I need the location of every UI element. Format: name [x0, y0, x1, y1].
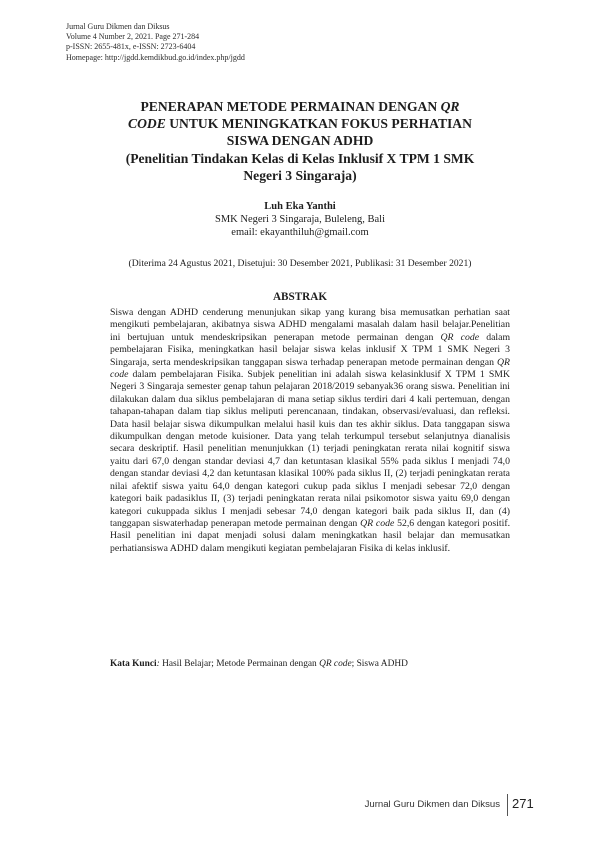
- author-name: Luh Eka Yanthi: [264, 201, 336, 212]
- keywords-text: Hasil Belajar; Metode Permainan dengan: [162, 659, 317, 669]
- journal-homepage[interactable]: Homepage: http://jgdd.kemdikbud.go.id/index.php/jgdd: [66, 52, 245, 62]
- abstract-heading: ABSTRAK: [272, 291, 328, 303]
- abstract-text: dalam pembelajaran Fisika. Subjek penelitian ini adalah siswa kelasinklusif X TPM 1 SMK Negeri 3 Singaraja semester genap tahun pelajaran 2018/2019 sebanyak36 orang siswa. Penelitian ini dilakukan dalam dua siklus pembelajaran di mana setiap siklus terdiri dari 4 kali pertemuan, dengan tahapan-tahapan dalam tiap siklus meliputi perencanaan, tindakan, observasi/evaluasi, dan refleksi. Data hasil belajar siswa dikumpulkan melalui hasil kuis dan tes akhir siklus. Data tanggapan siswa dikumpulkan dengan metode kuisioner. Data yang telah terkumpul tersebut selanjutnya dianalisis secara deskriptif. Hasil penelitian menunjukkan (1) terjadi peningkatan rerata nilai kognitif siswa yaitu dari 67,0 dengan standar deviasi 4,7 dan ketuntasan klasikal 55% pada siklus I menjadi 74,0 dengan standar deviasi 4,2 dan ketuntasan klasikal 100% pada siklus II, (2) terjadi peningkatan rerata nilai afektif siswa yaitu 64,0 dengan kategori cukup pada siklus I menjadi sebesar 72,0 dengan kategori baik padasiklus II, (3) terjadi peningkatan rerata nilai psikomotor siswa yaitu 69,0 dengan kategori cukuppada siklus I menjadi sebesar 74,0 dengan kategori baik pada siklus II, dan (4) tanggapan siswaterhadap penerapan metode permainan dengan: [110, 369, 510, 529]
- author-affiliation: SMK Negeri 3 Singaraja, Buleleng, Bali: [214, 214, 385, 226]
- abstract-text: 52,6 dengan kategori positif. Hasil penelitian ini dapat menjadi solusi dalam meningkatkan hasil belajar dan memusatkan perhatiansiswa ADHD dalam mengikuti kegiatan pembelajaran Fisika di kelas inklusif.: [110, 517, 511, 554]
- author-info: [100, 200, 500, 240]
- footer-divider: [507, 794, 508, 816]
- abstract-italic: QR code: [110, 356, 510, 381]
- page-number: 271: [512, 796, 534, 811]
- keywords-text: ; Siswa ADHD: [351, 659, 408, 669]
- publication-dates: (Diterima 24 Agustus 2021, Disetujui: 30 Desember 2021, Publikasi: 31 Desember 2021): [128, 258, 472, 269]
- abstract-text: Siswa dengan ADHD cenderung menunjukan sikap yang kurang bisa memusatkan perhatian saat mengikuti pembelajaran, akibatnya siswa ADHD mengalami masalah dalam hasil belajar.Penelitian ini bertujuan untuk mendeskripsikan penerapan metode permainan dengan: [110, 307, 510, 343]
- journal-header: [66, 22, 366, 63]
- keywords-italic: QR code: [319, 659, 352, 669]
- journal-name: Jurnal Guru Dikmen dan Diksus: [66, 22, 170, 31]
- abstract-italic: QR code: [360, 517, 395, 529]
- keywords-label: Kata Kunci: [110, 659, 157, 669]
- title-italic: QR: [440, 99, 460, 114]
- subtitle-line-1: (Penelitian Tindakan Kelas di Kelas Inklusif X TPM 1 SMK: [125, 150, 475, 166]
- abstract-text: dalam pembelajaran Fisika, meningkatkan hasil belajar siswa kelas inklusif X TPM 1 SMK Negeri 3 Singaraja, serta mendeskripsikan tanggapan siswa terhadap penerapan metode permainan dengan: [110, 331, 511, 368]
- abstract-italic: QR code: [440, 331, 480, 343]
- title-text: UNTUK MENINGKATKAN FOKUS PERHATIAN: [169, 116, 472, 132]
- paper-title: [100, 98, 500, 184]
- journal-volume: Volume 4 Number 2, 2021. Page 271-284: [66, 32, 200, 42]
- author-email[interactable]: email: ekayanthiluh@gmail.com: [231, 227, 369, 239]
- keywords-colon: :: [156, 659, 160, 669]
- abstract-body: [110, 307, 510, 555]
- title-line-2: [100, 115, 500, 132]
- title-text: PENERAPAN METODE PERMAINAN DENGAN: [140, 99, 438, 114]
- footer-journal-name: Jurnal Guru Dikmen dan Diksus: [364, 799, 500, 810]
- title-line-3: SISWA DENGAN ADHD: [226, 133, 374, 149]
- keywords: [110, 658, 510, 670]
- subtitle-line-2: Negeri 3 Singaraja): [243, 167, 357, 183]
- journal-issn: p-ISSN: 2655-481x, e-ISSN: 2723-6404: [66, 42, 196, 52]
- title-italic: CODE: [128, 116, 166, 132]
- title-line-1: [100, 98, 500, 115]
